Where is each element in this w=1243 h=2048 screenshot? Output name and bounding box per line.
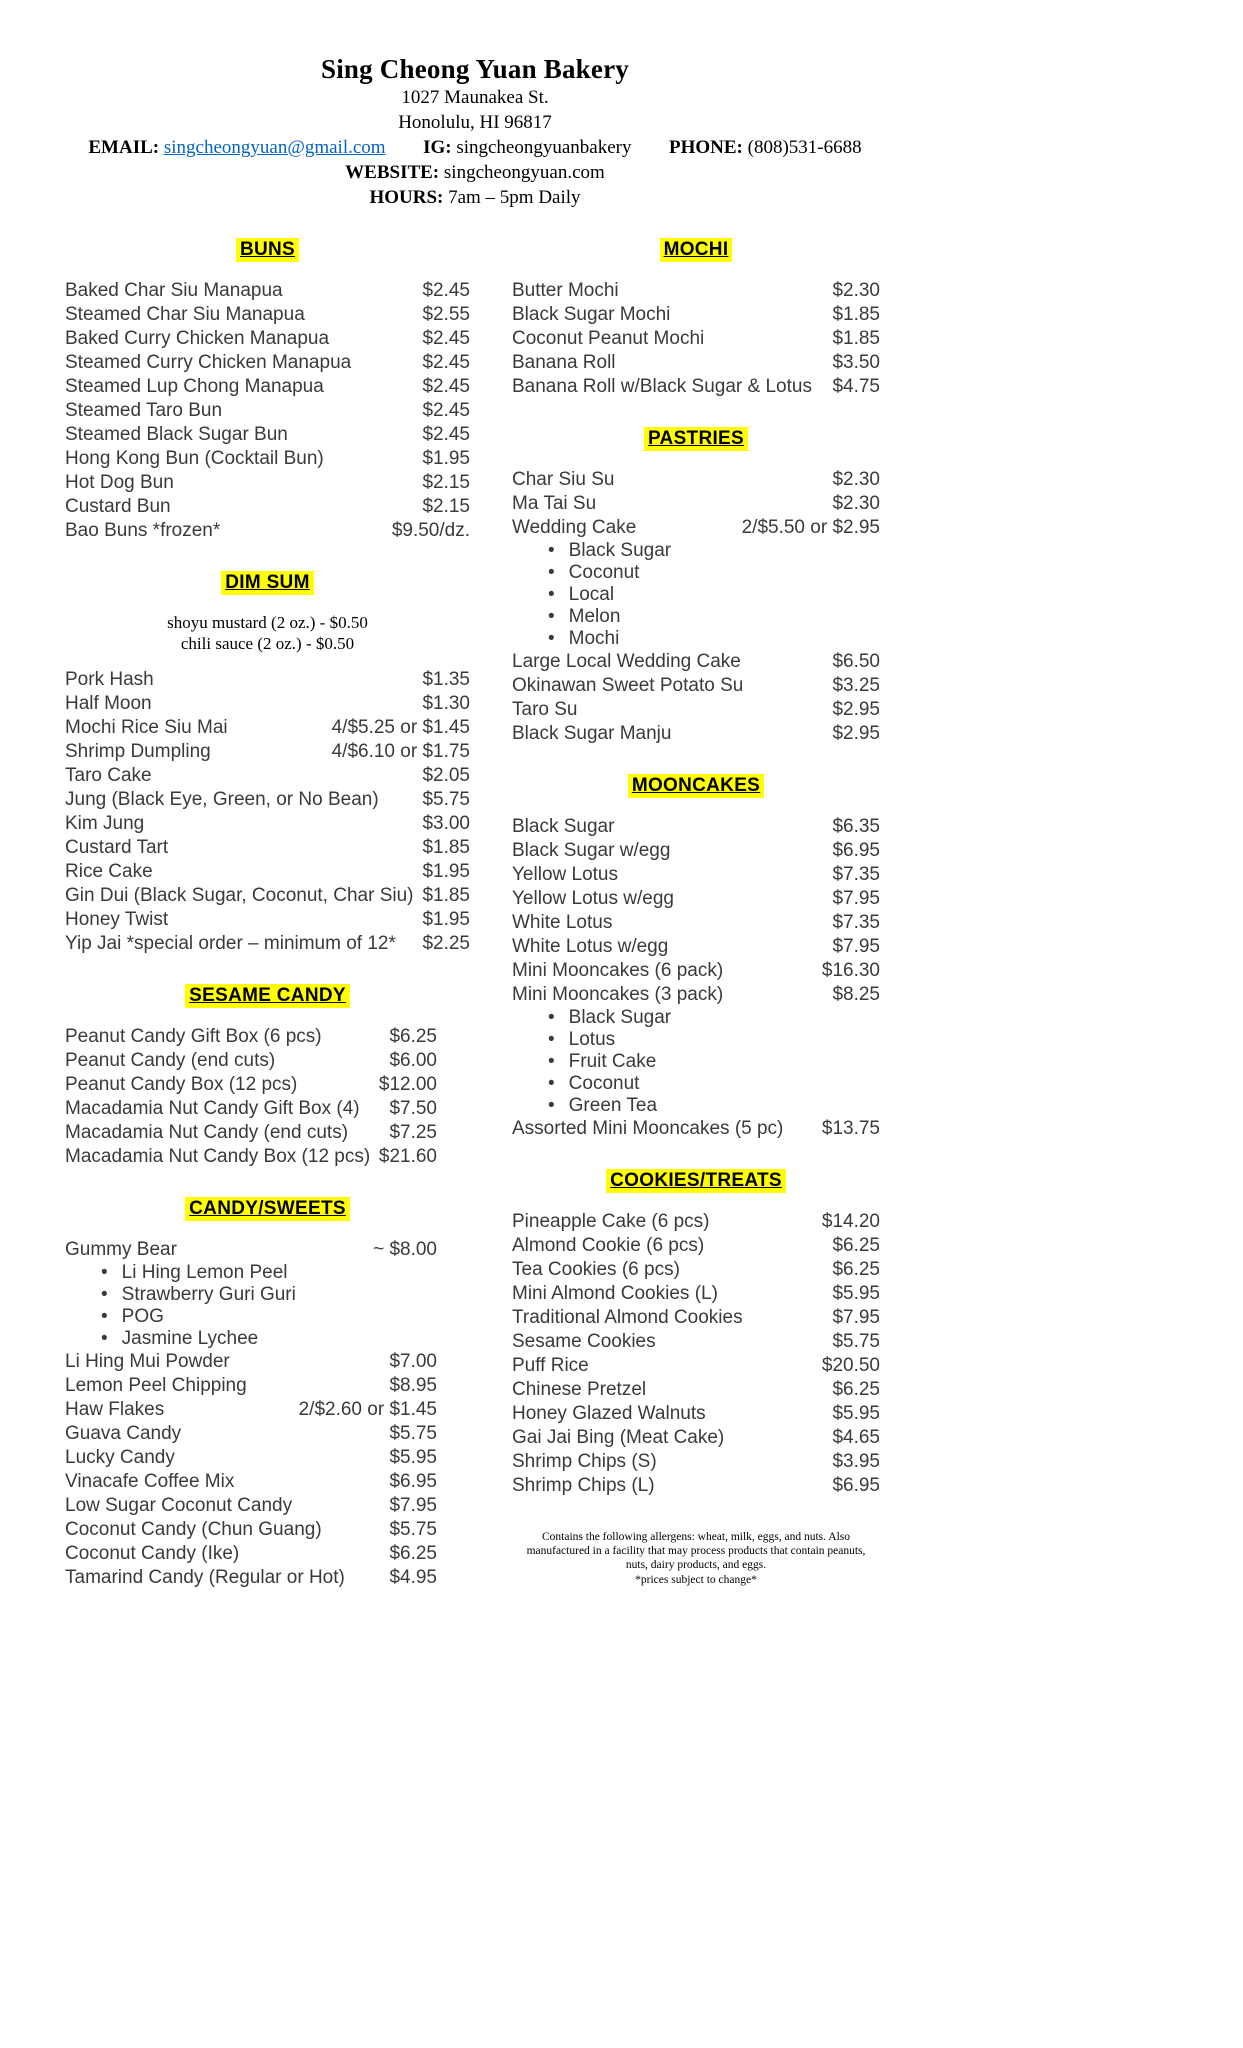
item-name: Baked Char Siu Manapua xyxy=(65,280,283,301)
item-price: $21.60 xyxy=(378,1146,437,1167)
menu-item xyxy=(65,1494,437,1518)
item-name: Yellow Lotus xyxy=(512,864,618,885)
section-title: CANDY/SWEETS xyxy=(185,1197,350,1221)
menu-section xyxy=(512,1169,880,1498)
variant-item: • Green Tea xyxy=(548,1095,880,1117)
menu-item xyxy=(512,935,880,959)
item-name: Tamarind Candy (Regular or Hot) xyxy=(65,1567,345,1588)
menu-item xyxy=(65,1049,437,1073)
item-name: Black Sugar Manju xyxy=(512,723,672,744)
item-price: $9.50/dz. xyxy=(391,520,470,541)
menu-item xyxy=(512,1210,880,1234)
ig-handle: singcheongyuanbakery xyxy=(456,137,632,158)
menu-item xyxy=(512,327,880,351)
item-price: $6.00 xyxy=(389,1050,437,1071)
section-header xyxy=(65,984,470,1008)
menu-item xyxy=(65,1145,437,1169)
item-price: $3.25 xyxy=(832,675,880,696)
section-header xyxy=(512,774,880,798)
item-name: Peanut Candy Gift Box (6 pcs) xyxy=(65,1026,322,1047)
item-name: Custard Bun xyxy=(65,496,171,517)
variant-list xyxy=(65,1262,437,1350)
item-price: ~ $8.00 xyxy=(373,1239,437,1260)
item-price: $2.15 xyxy=(422,496,470,517)
item-price: 4/$6.10 or $1.75 xyxy=(331,741,470,762)
variant-item: • POG xyxy=(101,1306,437,1328)
item-price: 2/$2.60 or $1.45 xyxy=(298,1399,437,1420)
email-link[interactable]: singcheongyuan@gmail.com xyxy=(163,137,386,158)
item-name: Steamed Lup Chong Manapua xyxy=(65,376,324,397)
section-title: SESAME CANDY xyxy=(185,984,350,1008)
section-header xyxy=(512,427,880,451)
item-name: Taro Cake xyxy=(65,765,152,786)
item-name: Vinacafe Coffee Mix xyxy=(65,1471,235,1492)
item-price: $2.30 xyxy=(832,469,880,490)
section-title: PASTRIES xyxy=(644,427,748,451)
item-price: $4.65 xyxy=(832,1427,880,1448)
section-items xyxy=(512,815,880,1141)
item-name: Taro Su xyxy=(512,699,578,720)
menu-item xyxy=(65,351,470,375)
menu-item xyxy=(512,1258,880,1282)
item-price: $1.85 xyxy=(832,328,880,349)
item-name: Banana Roll xyxy=(512,352,616,373)
item-name: Pineapple Cake (6 pcs) xyxy=(512,1211,710,1232)
menu-item xyxy=(65,692,470,716)
menu-item xyxy=(512,516,880,540)
item-price: $6.95 xyxy=(832,1475,880,1496)
item-name: Black Sugar Mochi xyxy=(512,304,671,325)
item-name: Coconut Candy (Ike) xyxy=(65,1543,240,1564)
menu-item xyxy=(65,740,470,764)
item-name: Bao Buns *frozen* xyxy=(65,520,221,541)
item-price: $6.25 xyxy=(389,1026,437,1047)
item-price: $2.45 xyxy=(422,400,470,421)
item-price: $2.95 xyxy=(832,699,880,720)
variant-list xyxy=(512,1007,880,1117)
item-name: Gai Jai Bing (Meat Cake) xyxy=(512,1427,725,1448)
menu-item xyxy=(512,722,880,746)
section-title: COOKIES/TREATS xyxy=(606,1169,786,1193)
phone-number: (808)531-6688 xyxy=(747,137,862,158)
menu-item xyxy=(65,1121,437,1145)
item-name: Steamed Black Sugar Bun xyxy=(65,424,288,445)
menu-item xyxy=(65,1238,437,1262)
item-price: $1.85 xyxy=(422,837,470,858)
item-price: $14.20 xyxy=(821,1211,880,1232)
hours-label: HOURS: xyxy=(369,187,444,208)
header xyxy=(0,0,950,210)
item-price: $1.30 xyxy=(422,693,470,714)
menu-section xyxy=(512,427,880,746)
item-name: Assorted Mini Mooncakes (5 pc) xyxy=(512,1118,784,1139)
item-name: Shrimp Chips (L) xyxy=(512,1475,655,1496)
item-name: Steamed Taro Bun xyxy=(65,400,223,421)
item-name: Banana Roll w/Black Sugar & Lotus xyxy=(512,376,812,397)
item-price: $7.00 xyxy=(389,1351,437,1372)
menu-section xyxy=(512,238,880,399)
item-name: Coconut Candy (Chun Guang) xyxy=(65,1519,322,1540)
menu-item xyxy=(65,303,470,327)
item-name: Li Hing Mui Powder xyxy=(65,1351,230,1372)
menu-item xyxy=(512,1330,880,1354)
menu-item xyxy=(65,1566,437,1590)
ig-label: IG: xyxy=(423,137,452,158)
item-price: $5.95 xyxy=(832,1283,880,1304)
item-price: $2.45 xyxy=(422,424,470,445)
item-price: $2.25 xyxy=(422,933,470,954)
item-price: $6.50 xyxy=(832,651,880,672)
hours-value: 7am – 5pm Daily xyxy=(448,187,581,208)
item-name: Pork Hash xyxy=(65,669,154,690)
item-name: Butter Mochi xyxy=(512,280,619,301)
item-name: Tea Cookies (6 pcs) xyxy=(512,1259,680,1280)
menu-item xyxy=(65,423,470,447)
item-price: $7.50 xyxy=(389,1098,437,1119)
menu-item xyxy=(512,1306,880,1330)
section-title: DIM SUM xyxy=(221,571,313,595)
item-price: $5.75 xyxy=(422,789,470,810)
item-price: $7.35 xyxy=(832,912,880,933)
menu-item xyxy=(512,815,880,839)
item-name: Puff Rice xyxy=(512,1355,589,1376)
menu-item xyxy=(65,471,470,495)
menu-item xyxy=(65,375,470,399)
item-name: Almond Cookie (6 pcs) xyxy=(512,1235,705,1256)
bakery-title: Sing Cheong Yuan Bakery xyxy=(321,54,629,84)
menu-item xyxy=(65,1398,437,1422)
item-name: Honey Twist xyxy=(65,909,169,930)
item-price: $7.95 xyxy=(832,888,880,909)
section-items xyxy=(512,468,880,746)
menu-item xyxy=(512,887,880,911)
item-price: $2.45 xyxy=(422,352,470,373)
item-name: Gin Dui (Black Sugar, Coconut, Char Siu) xyxy=(65,885,414,906)
contact-line xyxy=(0,135,950,160)
menu-item xyxy=(512,351,880,375)
section-header xyxy=(65,571,470,595)
address-line-2: Honolulu, HI 96817 xyxy=(398,112,552,133)
item-price: $4.75 xyxy=(832,376,880,397)
menu-item xyxy=(512,468,880,492)
section-title: MOONCAKES xyxy=(628,774,764,798)
menu-item xyxy=(65,1542,437,1566)
website-line xyxy=(0,160,950,185)
item-price: $2.15 xyxy=(422,472,470,493)
menu-item xyxy=(65,1374,437,1398)
menu-item xyxy=(512,1474,880,1498)
section-header xyxy=(512,1169,880,1193)
item-name: Gummy Bear xyxy=(65,1239,177,1260)
address-line-1: 1027 Maunakea St. xyxy=(401,87,549,108)
item-name: White Lotus w/egg xyxy=(512,936,669,957)
item-name: Peanut Candy Box (12 pcs) xyxy=(65,1074,298,1095)
item-name: Kim Jung xyxy=(65,813,145,834)
item-name: Large Local Wedding Cake xyxy=(512,651,741,672)
item-name: Sesame Cookies xyxy=(512,1331,656,1352)
website-value: singcheongyuan.com xyxy=(443,162,605,183)
email-label: EMAIL: xyxy=(88,137,160,158)
item-name: Macadamia Nut Candy Box (12 pcs) xyxy=(65,1146,371,1167)
menu-item xyxy=(65,1446,437,1470)
item-name: Mini Mooncakes (3 pack) xyxy=(512,984,724,1005)
item-name: White Lotus xyxy=(512,912,613,933)
menu-item xyxy=(65,716,470,740)
item-name: Wedding Cake xyxy=(512,517,637,538)
item-price: $13.75 xyxy=(821,1118,880,1139)
item-name: Steamed Char Siu Manapua xyxy=(65,304,305,325)
menu-item xyxy=(65,1025,437,1049)
item-name: Jung (Black Eye, Green, or No Bean) xyxy=(65,789,379,810)
item-price: $7.95 xyxy=(389,1495,437,1516)
item-name: Low Sugar Coconut Candy xyxy=(65,1495,293,1516)
item-name: Rice Cake xyxy=(65,861,153,882)
item-price: $2.30 xyxy=(832,493,880,514)
item-price: $1.95 xyxy=(422,448,470,469)
menu-item xyxy=(512,1426,880,1450)
menu-item xyxy=(512,279,880,303)
section-header xyxy=(65,238,470,262)
item-name: Haw Flakes xyxy=(65,1399,165,1420)
section-title: BUNS xyxy=(236,238,299,262)
item-name: Shrimp Chips (S) xyxy=(512,1451,657,1472)
section-header xyxy=(512,238,880,262)
menu-item xyxy=(65,279,470,303)
menu-item xyxy=(65,1470,437,1494)
menu-item xyxy=(512,375,880,399)
item-name: Black Sugar xyxy=(512,816,615,837)
variant-item: • Strawberry Guri Guri xyxy=(101,1284,437,1306)
item-name: Black Sugar w/egg xyxy=(512,840,671,861)
item-name: Ma Tai Su xyxy=(512,493,597,514)
item-price: $3.00 xyxy=(422,813,470,834)
item-price: $6.35 xyxy=(832,816,880,837)
item-price: $1.95 xyxy=(422,861,470,882)
allergen-note xyxy=(512,1530,880,1587)
item-price: $7.25 xyxy=(389,1122,437,1143)
menu-item xyxy=(512,1354,880,1378)
item-price: $7.95 xyxy=(832,936,880,957)
item-name: Steamed Curry Chicken Manapua xyxy=(65,352,352,373)
item-price: $6.95 xyxy=(389,1471,437,1492)
item-price: $1.85 xyxy=(832,304,880,325)
item-name: Guava Candy xyxy=(65,1423,182,1444)
section-items xyxy=(65,668,470,956)
item-price: $6.25 xyxy=(832,1259,880,1280)
item-price: $2.45 xyxy=(422,328,470,349)
variant-item: • Fruit Cake xyxy=(548,1051,880,1073)
section-header xyxy=(65,1197,470,1221)
item-price: $1.35 xyxy=(422,669,470,690)
price-change-note: *prices subject to change* xyxy=(635,1574,757,1586)
menu-item xyxy=(65,836,470,860)
variant-item: • Black Sugar xyxy=(548,540,880,562)
item-name: Yip Jai *special order – minimum of 12* xyxy=(65,933,396,954)
menu-item xyxy=(512,698,880,722)
menu-item xyxy=(512,1378,880,1402)
menu-item xyxy=(512,303,880,327)
item-name: Lemon Peel Chipping xyxy=(65,1375,247,1396)
menu-item xyxy=(65,399,470,423)
section-items xyxy=(512,279,880,399)
item-name: Macadamia Nut Candy Gift Box (4) xyxy=(65,1098,360,1119)
menu-item xyxy=(512,492,880,516)
item-price: $16.30 xyxy=(821,960,880,981)
item-price: $2.55 xyxy=(422,304,470,325)
item-name: Baked Curry Chicken Manapua xyxy=(65,328,330,349)
item-name: Shrimp Dumpling xyxy=(65,741,211,762)
menu-item xyxy=(65,788,470,812)
phone-label: PHONE: xyxy=(668,137,743,158)
website-label: WEBSITE: xyxy=(345,162,440,183)
item-price: 2/$5.50 or $2.95 xyxy=(741,517,880,538)
item-name: Okinawan Sweet Potato Su xyxy=(512,675,744,696)
menu-item xyxy=(512,1450,880,1474)
variant-item: • Black Sugar xyxy=(548,1007,880,1029)
item-price: $20.50 xyxy=(821,1355,880,1376)
item-name: Lucky Candy xyxy=(65,1447,175,1468)
item-price: $7.35 xyxy=(832,864,880,885)
item-price: $7.95 xyxy=(832,1307,880,1328)
menu-item xyxy=(65,1073,437,1097)
hours-line xyxy=(0,185,950,210)
item-name: Macadamia Nut Candy (end cuts) xyxy=(65,1122,349,1143)
right-column xyxy=(512,224,880,1587)
item-price: $12.00 xyxy=(378,1074,437,1095)
section-items xyxy=(512,1210,880,1498)
item-name: Peanut Candy (end cuts) xyxy=(65,1050,276,1071)
item-name: Traditional Almond Cookies xyxy=(512,1307,743,1328)
menu-item xyxy=(512,863,880,887)
item-name: Honey Glazed Walnuts xyxy=(512,1403,706,1424)
item-price: $3.95 xyxy=(832,1451,880,1472)
item-name: Mini Mooncakes (6 pack) xyxy=(512,960,724,981)
menu-item xyxy=(512,1282,880,1306)
item-name: Yellow Lotus w/egg xyxy=(512,888,674,909)
menu-item xyxy=(512,674,880,698)
item-price: $2.45 xyxy=(422,280,470,301)
section-note: shoyu mustard (2 oz.) - $0.50 xyxy=(167,613,368,632)
menu-item xyxy=(512,1117,880,1141)
menu-item xyxy=(65,860,470,884)
item-price: 4/$5.25 or $1.45 xyxy=(331,717,470,738)
menu-columns xyxy=(0,224,1243,1590)
item-price: $3.50 xyxy=(832,352,880,373)
menu-item xyxy=(512,1402,880,1426)
item-name: Chinese Pretzel xyxy=(512,1379,647,1400)
item-name: Coconut Peanut Mochi xyxy=(512,328,705,349)
item-price: $1.95 xyxy=(422,909,470,930)
item-price: $2.05 xyxy=(422,765,470,786)
menu-section xyxy=(65,984,470,1169)
menu-section xyxy=(512,774,880,1141)
menu-section xyxy=(65,571,470,956)
item-name: Hot Dog Bun xyxy=(65,472,174,493)
allergen-text: Contains the following allergens: wheat, milk, eggs, and nuts. Also manufactured in a facility that may process products that contain peanuts, nuts, dairy products, and eggs. xyxy=(526,1531,866,1571)
item-price: $1.85 xyxy=(422,885,470,906)
item-price: $8.95 xyxy=(389,1375,437,1396)
menu-item xyxy=(65,668,470,692)
item-name: Char Siu Su xyxy=(512,469,615,490)
item-price: $4.95 xyxy=(389,1567,437,1588)
menu-item xyxy=(65,519,470,543)
item-price: $8.25 xyxy=(832,984,880,1005)
section-items xyxy=(65,279,470,543)
menu-item xyxy=(65,1350,437,1374)
section-items xyxy=(65,1025,437,1169)
item-price: $6.25 xyxy=(832,1235,880,1256)
item-price: $6.25 xyxy=(832,1379,880,1400)
menu-item xyxy=(65,1097,437,1121)
item-price: $5.75 xyxy=(832,1331,880,1352)
menu-item xyxy=(65,908,470,932)
menu-item xyxy=(512,1234,880,1258)
item-price: $5.95 xyxy=(389,1447,437,1468)
item-name: Hong Kong Bun (Cocktail Bun) xyxy=(65,448,324,469)
section-note: chili sauce (2 oz.) - $0.50 xyxy=(180,634,355,653)
section-title: MOCHI xyxy=(660,238,733,262)
item-price: $2.30 xyxy=(832,280,880,301)
menu-item xyxy=(65,812,470,836)
item-name: Mochi Rice Siu Mai xyxy=(65,717,228,738)
item-name: Custard Tart xyxy=(65,837,169,858)
menu-item xyxy=(512,839,880,863)
menu-item xyxy=(65,764,470,788)
variant-item: • Lotus xyxy=(548,1029,880,1051)
menu-item xyxy=(65,1518,437,1542)
menu-item xyxy=(65,327,470,351)
item-price: $2.45 xyxy=(422,376,470,397)
item-price: $6.95 xyxy=(832,840,880,861)
item-price: $6.25 xyxy=(389,1543,437,1564)
item-name: Mini Almond Cookies (L) xyxy=(512,1283,718,1304)
variant-item: • Li Hing Lemon Peel xyxy=(101,1262,437,1284)
variant-list xyxy=(512,540,880,650)
menu-section xyxy=(65,1197,470,1590)
menu-section xyxy=(65,238,470,543)
menu-item xyxy=(65,1422,437,1446)
variant-item: • Jasmine Lychee xyxy=(101,1328,437,1350)
menu-item xyxy=(65,447,470,471)
variant-item: • Melon xyxy=(548,606,880,628)
menu-item xyxy=(65,884,470,908)
menu-item xyxy=(512,959,880,983)
item-price: $5.75 xyxy=(389,1423,437,1444)
variant-item: • Coconut xyxy=(548,562,880,584)
item-price: $5.75 xyxy=(389,1519,437,1540)
left-column xyxy=(65,224,470,1590)
variant-item: • Coconut xyxy=(548,1073,880,1095)
item-price: $5.95 xyxy=(832,1403,880,1424)
menu-item xyxy=(65,932,470,956)
variant-item: • Local xyxy=(548,584,880,606)
menu-item xyxy=(512,983,880,1007)
variant-item: • Mochi xyxy=(548,628,880,650)
menu-item xyxy=(512,911,880,935)
item-name: Half Moon xyxy=(65,693,152,714)
menu-item xyxy=(65,495,470,519)
section-items xyxy=(65,1238,437,1590)
item-price: $2.95 xyxy=(832,723,880,744)
menu-item xyxy=(512,650,880,674)
